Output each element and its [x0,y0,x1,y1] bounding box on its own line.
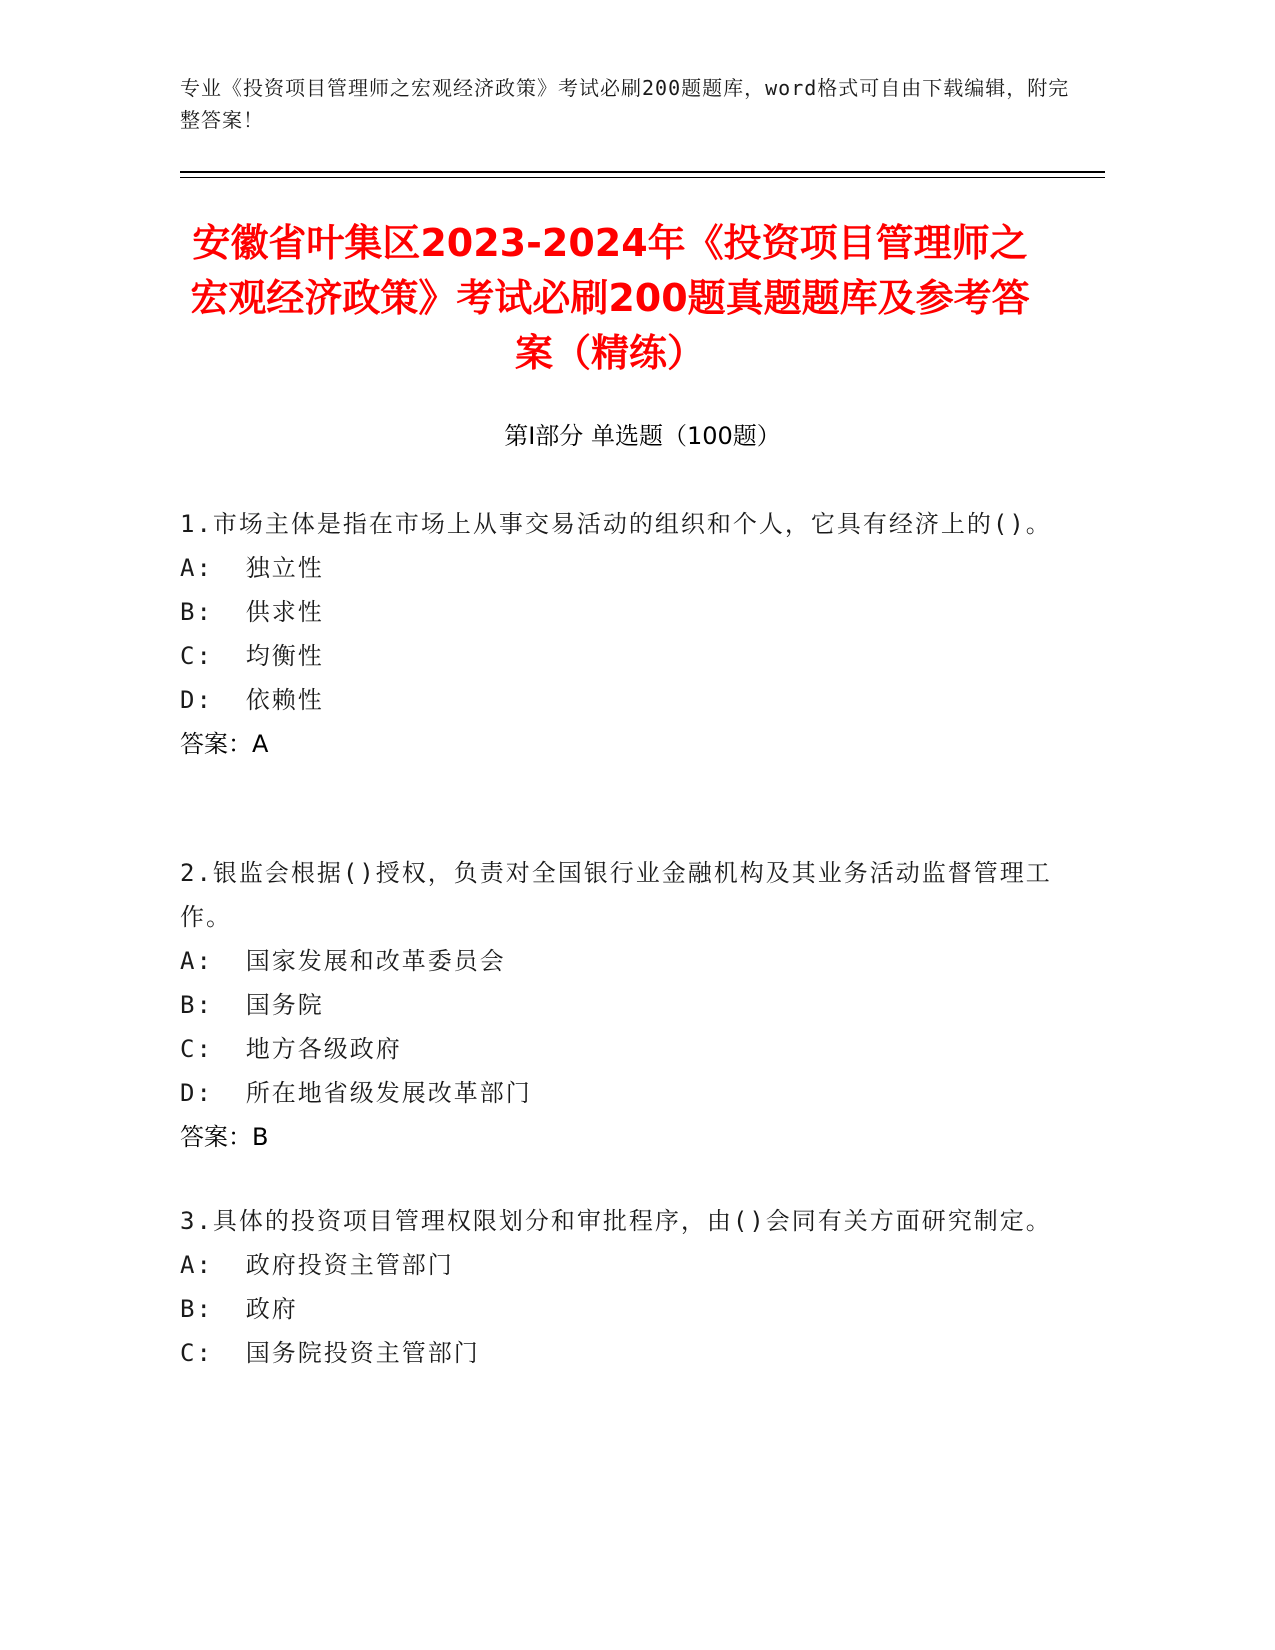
question-stem: 1.市场主体是指在市场上从事交易活动的组织和个人，它具有经济上的()。 [180,510,1052,538]
option-b: B: 国务院 [180,991,324,1019]
answer-line: 答案：A [180,730,269,758]
question-1 [180,502,1060,766]
option-a: A: 政府投资主管部门 [180,1251,454,1279]
option-c: C: 国务院投资主管部门 [180,1339,480,1367]
option-b: B: 供求性 [180,598,324,626]
header-divider-thin [180,177,1105,178]
question-2 [180,851,1060,1159]
option-b: B: 政府 [180,1295,298,1323]
answer-line: 答案：B [180,1123,269,1151]
option-c: C: 地方各级政府 [180,1035,402,1063]
option-c: C: 均衡性 [180,642,324,670]
header-divider-thick [180,171,1105,173]
question-stem: 3.具体的投资项目管理权限划分和审批程序，由()会同有关方面研究制定。 [180,1207,1052,1235]
question-3 [180,1199,1060,1375]
option-d: D: 依赖性 [180,686,324,714]
option-d: D: 所在地省级发展改革部门 [180,1079,532,1107]
document-title: 安徽省叶集区2023-2024年《投资项目管理师之宏观经济政策》考试必刷200题真题题库及参考答案（精练） [190,221,1030,375]
section-heading: 第Ⅰ部分 单选题（100题） [504,422,781,450]
option-a: A: 独立性 [180,554,324,582]
header-note: 专业《投资项目管理师之宏观经济政策》考试必刷200题题库，word格式可自由下载编辑，附完整答案！ [180,76,1070,132]
option-a: A: 国家发展和改革委员会 [180,947,506,975]
question-stem: 2.银监会根据()授权，负责对全国银行业金融机构及其业务活动监督管理工作。 [180,859,1052,931]
